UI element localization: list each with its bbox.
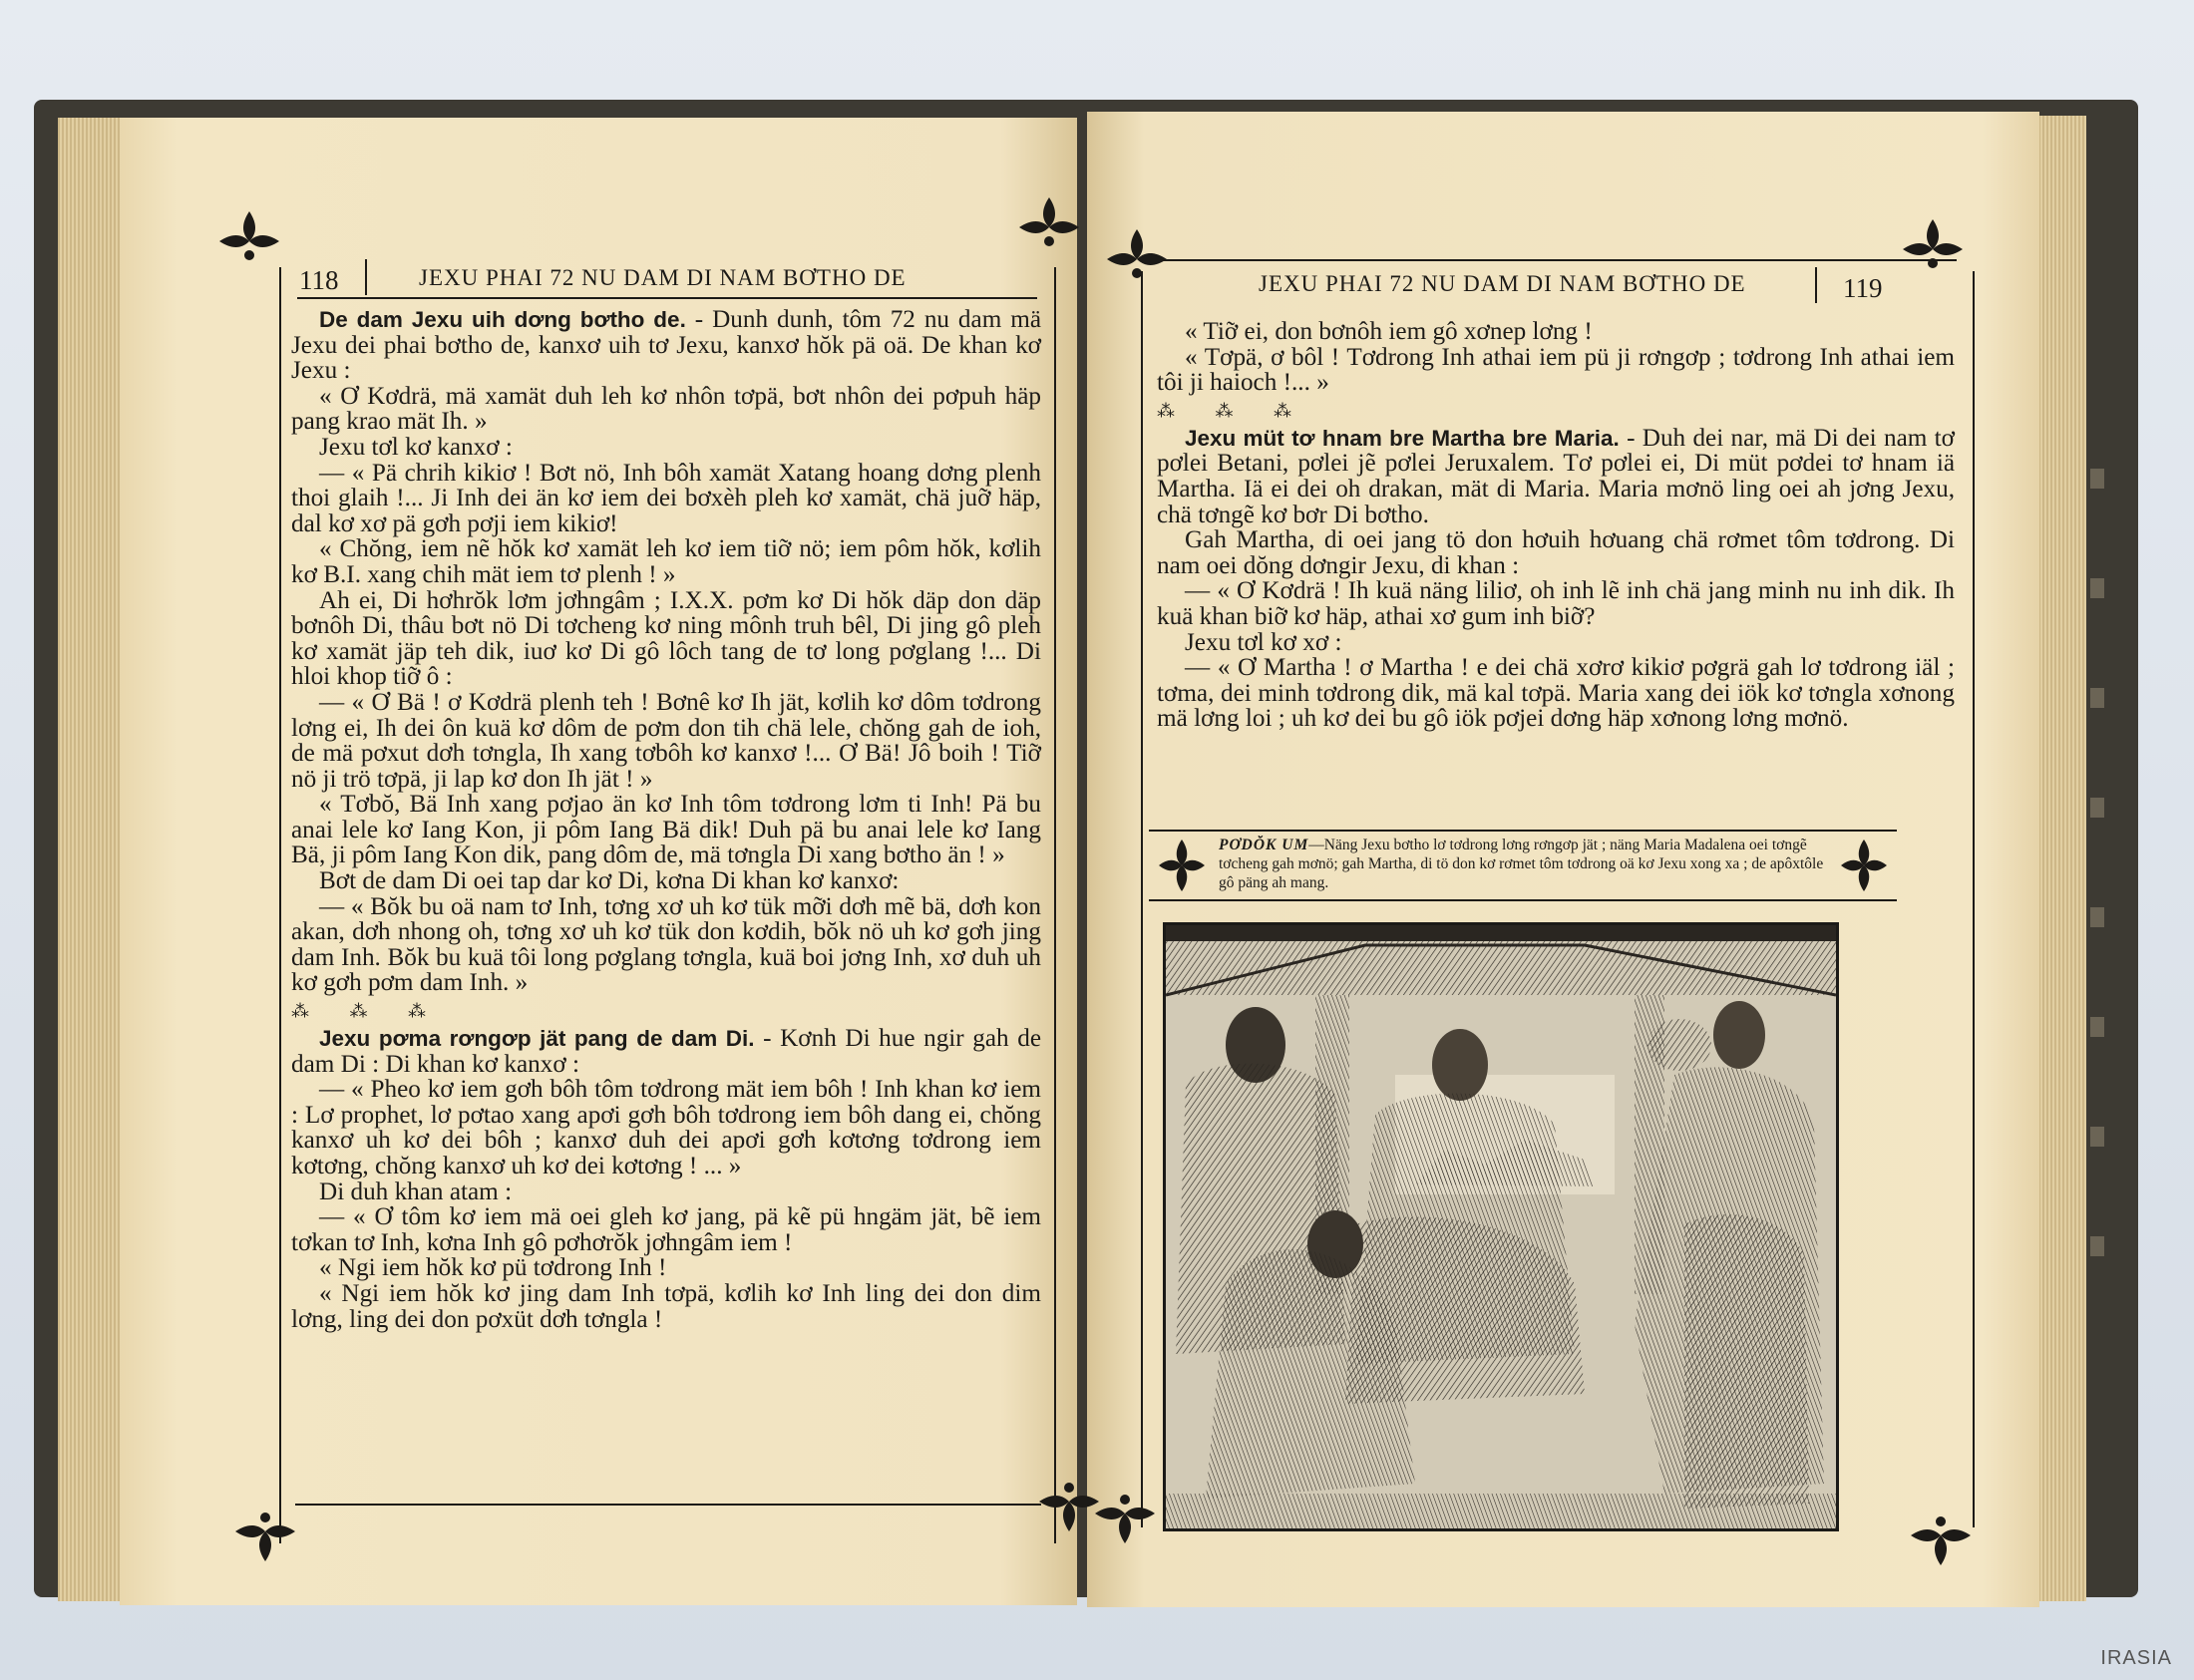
paragraph-text: Ah ei, Di hơhrŏk lơm jơhngâm ; I.X.X. pơm kơ Di hŏk däp don däp bơnôh Di, thâu bơt nö Di tơcheng kơ ning mônh truh bêl, Di jing gô pleh kơ xamät jäp teh dik, iuơ kơ Di gô lôch tang de tơ long pơglang !... Di hloi khop tiỡ ô : bbox=[291, 586, 1041, 691]
header-rule bbox=[297, 297, 1037, 299]
paragraph-text: — « Ơ Kơdrä ! Ih kuä näng liliơ, oh inh lẽ inh chä jang minh nu inh dik. Ih kuä khan biỡ kơ häp, athai xơ gum inh biỡ? bbox=[1157, 577, 1955, 630]
paragraph bbox=[291, 1077, 1041, 1178]
corner-fleuron-icon bbox=[1037, 1474, 1101, 1533]
paragraph bbox=[1157, 630, 1955, 656]
paragraph bbox=[1157, 655, 1955, 732]
paragraph-text: « Tơpä, ơ bôl ! Tơdrong Inh athai iem pü ji rơngơp ; tơdrong Inh athai iem tôi ji haioch !... » bbox=[1157, 343, 1955, 397]
footer-rule bbox=[295, 1504, 1041, 1506]
paragraph-text: « Chŏng, iem nẽ hŏk kơ xamät leh kơ iem tiỡ nö; iem pôm hŏk, kơlih kơ B.I. xang chih mät iem tơ plenh ! » bbox=[291, 535, 1041, 588]
paragraph-text: Jexu tơl kơ xơ : bbox=[1185, 628, 1342, 656]
page-number-left: 118 bbox=[299, 265, 339, 295]
corner-fleuron-icon bbox=[1017, 195, 1081, 255]
paragraph bbox=[291, 1026, 1041, 1077]
engraving-illustration bbox=[1163, 922, 1839, 1531]
fleuron-ornament-icon bbox=[1155, 836, 1209, 895]
paragraph bbox=[1157, 527, 1955, 578]
corner-fleuron-icon bbox=[1901, 217, 1965, 277]
martha-mary-engraving-image bbox=[1166, 925, 1836, 1528]
header-divider bbox=[365, 259, 367, 295]
page-edges-right bbox=[2034, 116, 2086, 1601]
paragraph bbox=[291, 461, 1041, 537]
paragraph-text: — « Ơ Bä ! ơ Kơdrä plenh teh ! Bơnê kơ Ih jät, kơlih kơ dôm tơdrong lơng ei, Ih dei ôn kuä kơ dôm de pơm don tih chä lele, chŏng gah de ioh, de mä pơxut dơh tơngla, Ih xang tơbôh kơ kanxơ !... Ơ Bä! Jô boih ! Tiỡ nö ji trö tơpä, ji lap kơ don Ih jät ! » bbox=[291, 688, 1041, 793]
corner-fleuron-icon bbox=[1105, 227, 1169, 287]
paragraph bbox=[1157, 319, 1955, 345]
paragraph bbox=[1157, 578, 1955, 629]
paragraph-text: « Ngi iem hŏk kơ jing dam Inh tơpä, kơlih kơ Inh ling dei don dim lơng, ling dei don pơxüt dơh tơngla ! bbox=[291, 1279, 1041, 1333]
section-separator: ⁂ ⁂ ⁂ bbox=[291, 1001, 444, 1022]
section-title: Jexu pơma rơngơp jät pang de dam Di. bbox=[319, 1026, 755, 1052]
paragraph bbox=[291, 868, 1041, 894]
corner-fleuron-icon bbox=[217, 209, 281, 269]
page-number-right: 119 bbox=[1843, 273, 1883, 303]
watermark: IRASIA bbox=[2100, 1647, 2172, 1669]
paragraph bbox=[1157, 426, 1955, 527]
paragraph bbox=[1157, 345, 1955, 396]
paragraph-text: - Dunh dunh, tôm 72 nu dam mä Jexu dei phai bơtho de, kanxơ uih tơ Jexu, kanxơ hŏk pä oä. De khan kơ Jexu : bbox=[291, 306, 1041, 385]
paragraph-text: - Kơnh Di hue ngir gah de dam Di : Di khan kơ kanxơ : bbox=[291, 1025, 1041, 1078]
paragraph-text: — « Ơ Martha ! ơ Martha ! e dei chä xơrơ kikiơ pơgrä gah lơ tơdrong iäl ; tơma, dei minh tơdrong dik, mä kal tơpä. Maria xang dei iök kơ tơngla xơnong mä lơng loi ; uh kơ dei bu gô iök pơjei dơng häp xơnong lơng mơnö. bbox=[1157, 654, 1955, 733]
right-border bbox=[1973, 271, 1975, 1527]
right-border bbox=[1054, 267, 1056, 1543]
header-rule bbox=[1159, 259, 1957, 261]
paragraph bbox=[291, 1255, 1041, 1281]
paragraph-text: — « Ơ tôm kơ iem mä oei gleh kơ jang, pä kẽ pü hngäm jät, bẽ iem tơkan tơ Inh, kơna Inh gô pơhơrŏk jơhngâm iem ! bbox=[291, 1203, 1041, 1256]
paragraph-text: Jexu tơl kơ kanxơ : bbox=[319, 433, 513, 461]
paragraph bbox=[291, 894, 1041, 996]
paragraph-text: — « Pä chrih kikiơ ! Bơt nö, Inh bôh xamät Xatang hoang dơng plenh thoi glaih !... Ji Inh dei än kơ iem dei bơxèh pleh kơ xamät, chä juỡ häp, dal kơ xơ pä gơh pơji iem kikiơ! bbox=[291, 459, 1041, 537]
left-border bbox=[279, 267, 281, 1543]
right-text-column bbox=[1157, 319, 1955, 732]
paragraph-text: « Ơ Kơdrä, mä xamät duh leh kơ nhôn tơpä, bơt nhôn dei pơpuh häp pang krao mät Ih. » bbox=[291, 382, 1041, 436]
section-title: Jexu müt tơ hnam bre Martha bre Maria. bbox=[1185, 425, 1620, 451]
paragraph bbox=[291, 1204, 1041, 1255]
bookmark-tabs bbox=[2090, 379, 2104, 1276]
corner-fleuron-icon bbox=[233, 1504, 297, 1563]
illustration-caption bbox=[1219, 836, 1829, 892]
paragraph bbox=[291, 435, 1041, 461]
caption-text: —Näng Jexu bơtho lơ tơdrong lơng rơngơp jät ; näng Maria Madalena oei tơngẽ tơcheng gah mơnö; gah Martha, di tö don kơ rơmet tôm tơdrong oä kơ Jexu xong xa ; de apôxtôle gô päng ah mang. bbox=[1219, 837, 1824, 891]
paragraph-text: « Tiỡ ei, don bơnôh iem gô xơnep lơng ! bbox=[1185, 318, 1593, 345]
paragraph-text: — « Pheo kơ iem gơh bôh tôm tơdrong mät iem bôh ! Inh khan kơ iem : Lơ prophet, lơ pơtao xang apơi gơh bôh tơdrong iem bôh dang ei, chŏng kanxơ uh kơ dei bôh ; kanxơ duh dei apơi gơh kơtơng tơdrong iem kơtơng, chŏng kanxơ uh kơ dei kơtơng ! ... » bbox=[291, 1076, 1041, 1179]
paragraph-text: « Tơbŏ, Bä Inh xang pơjao än kơ Inh tôm tơdrong lơm ti Inh! Pä bu anai lele kơ Iang Kon, ji pôm Iang Bä dik! Duh pä bu anai lele kơ Iang Bä, ji pôm Iang Kon dik, pang dôm de, mä tơngla Di xang bơtho än ! » bbox=[291, 791, 1041, 869]
section-title: De dam Jexu uih dơng bơtho de. bbox=[319, 307, 686, 332]
header-divider bbox=[1815, 267, 1817, 303]
section-separator: ⁂ ⁂ ⁂ bbox=[1157, 400, 1309, 421]
illustration-caption-box bbox=[1149, 830, 1897, 901]
paragraph-text: - Duh dei nar, mä Di dei nam tơ pơlei Betani, pơlei jẽ pơlei Jeruxalem. Tơ pơlei ei, Di müt pơdei tơ hnam iä Martha. Iä ei dei oh drakan, mät di Maria. Maria mơnö ling oei ah jơng Jexu, chä tơngẽ kơ bơr Di bơtho. bbox=[1157, 424, 1955, 528]
paragraph-text: « Ngi iem hŏk kơ pü tơdrong Inh ! bbox=[319, 1254, 667, 1282]
paragraph bbox=[291, 1281, 1041, 1332]
paragraph-text: Bơt de dam Di oei tap dar kơ Di, kơna Di khan kơ kanxơ: bbox=[319, 867, 900, 895]
paragraph bbox=[291, 536, 1041, 587]
paragraph-text: — « Bŏk bu oä nam tơ Inh, tơng xơ uh kơ tük mỡi dơh mẽ bä, dơh kon akan, dơh nhong oh, tơng xơ uh kơ tük don kơdih, bŏk nö uh kơ gơh jing dam Inh. Bŏk bu kuä tôi long pơglang tơngla, kuä boi jơng Inh, xơ duh uh kơ gơh pơm dam Inh. » bbox=[291, 892, 1041, 997]
left-border bbox=[1141, 271, 1143, 1527]
left-text-column bbox=[291, 307, 1041, 1332]
fleuron-ornament-icon bbox=[1837, 836, 1891, 895]
left-page bbox=[120, 118, 1077, 1605]
paragraph bbox=[291, 384, 1041, 435]
paragraph bbox=[291, 1179, 1041, 1205]
paragraph bbox=[291, 690, 1041, 792]
running-head-left: JEXU PHAI 72 NU DAM DI NAM BƠTHO DE bbox=[419, 265, 907, 290]
corner-fleuron-icon bbox=[1909, 1508, 1973, 1567]
caption-title: PƠDŎK UM bbox=[1219, 837, 1309, 853]
paragraph bbox=[291, 307, 1041, 384]
page-edges-left bbox=[58, 118, 128, 1601]
paragraph bbox=[291, 792, 1041, 868]
paragraph-text: Gah Martha, di oei jang tö don hơuih hơuang chä rơmet tôm tơdrong. Di nam oei dŏng dơngir Jexu, di khan : bbox=[1157, 526, 1955, 579]
paragraph bbox=[291, 588, 1041, 690]
corner-fleuron-icon bbox=[1093, 1486, 1157, 1545]
running-head-right: JEXU PHAI 72 NU DAM DI NAM BƠTHO DE bbox=[1259, 271, 1746, 296]
paragraph-text: Di duh khan atam : bbox=[319, 1177, 513, 1205]
